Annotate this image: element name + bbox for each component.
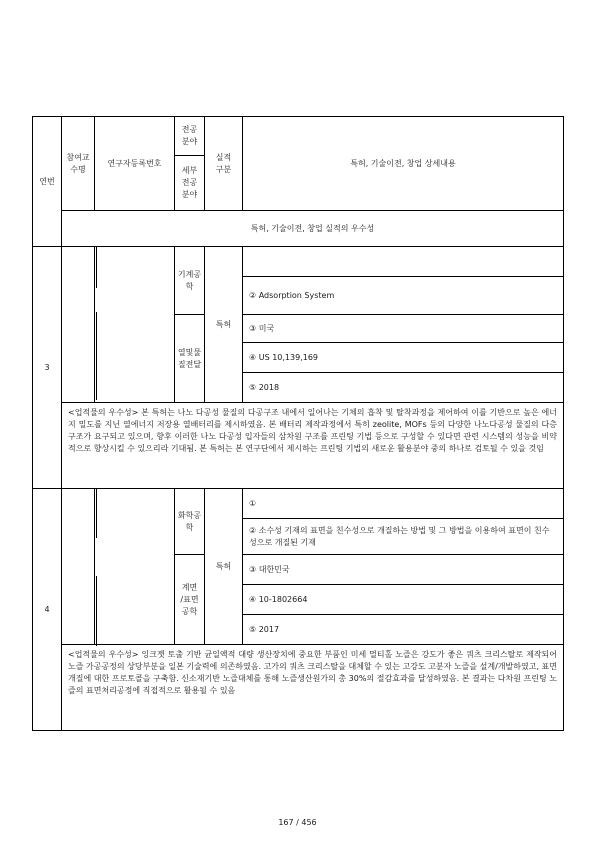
performance-table (32, 116, 564, 731)
cell-inner-line (96, 488, 97, 538)
header-details: 특허, 기술이전, 창업 상세내용 (243, 117, 564, 211)
header-seq-no: 연번 (33, 117, 62, 247)
header-excellence: 특허, 기술이전, 창업 실적의 우수성 (62, 211, 564, 247)
detail-item: ① (243, 489, 564, 519)
excellence-text: <업적물의 우수성> 잉크젯 토출 기반 균일액적 대량 생산장치에 중요한 부품인 미세 멀티홀 노즐은 강도가 좋은 쿼츠 크리스탈로 제작되어 노즐 가공공정의 상당부분을 일본 기술력에 의존하였음. 고가의 쿼츠 크리스탈을 대체할 수 있는 고강도 고분자 노즐을 설계/개발하였고, 표면개질에 대한 프로토콜을 구축함. 신소재기반 노즐대체를 통해 노즐생산원가의 총 30%의 절감효과를 달성하였음. 본 결과는 다차원 프린팅 노즐의 표면처리공정에 직접적으로 활용될 수 있음 (62, 645, 564, 731)
detail-item: ② Adsorption System (243, 277, 564, 315)
detail-item (243, 247, 564, 277)
performance-type-cell: 특허 (205, 247, 243, 403)
detail-item: ② 소수성 기재의 표면을 친수성으로 개질하는 방법 및 그 방법을 이용하여 표면이 친수성으로 개질된 기재 (243, 519, 564, 555)
detail-item: ⑤ 2017 (243, 615, 564, 645)
header-performance-type: 실적 구분 (205, 117, 243, 211)
cell-inner-line (96, 576, 97, 646)
detail-field-cell: 열및물 질전달 (175, 315, 205, 403)
researcher-id-cell (95, 247, 175, 403)
detail-item: ⑤ 2018 (243, 373, 564, 403)
major-field-cell: 기계공 학 (175, 247, 205, 315)
participant-name-cell (62, 247, 95, 403)
detail-field-cell: 계면 /표면 공학 (175, 555, 205, 645)
performance-type-cell: 특허 (205, 489, 243, 645)
entry-number: 4 (33, 489, 62, 731)
excellence-text: <업적물의 우수성> 본 특허는 나노 다공성 물질의 다공구조 내에서 일어나는 기체의 흡착 및 탈착과정을 제어하여 이를 기반으로 높은 에너지 밀도를 지닌 열에너지 저장용 열배터리를 제시하였음. 본 배터리 제작과정에서 특히 zeolite, MOFs 등의 다양한 나노다공성 물질의 다층구조가 요구되고 있으며, 향후 이러한 나노 다공성 입자들의 삼차원 구조를 프린팅 기법 등으로 구성할 수 있다면 관련 시스템의 성능을 비약적으로 향상시킬 수 있으리라 기대됨. 본 특허는 본 연구단에서 제시하는 프린팅 기법의 새로운 활용분야 중의 하나로 검토될 수 있을 것임 (62, 403, 564, 489)
detail-item: ③ 미국 (243, 315, 564, 343)
header-participant-name: 참여교 수명 (62, 117, 95, 211)
detail-item: ④ 10-1802664 (243, 585, 564, 615)
page-number: 167 / 456 (278, 818, 317, 827)
detail-item: ④ US 10,139,169 (243, 343, 564, 373)
researcher-id-cell (95, 489, 175, 645)
cell-inner-line (96, 312, 97, 400)
detail-item: ③ 대한민국 (243, 555, 564, 585)
header-researcher-id: 연구자등록번호 (95, 117, 175, 211)
major-field-cell: 화학공 학 (175, 489, 205, 555)
header-major-field: 전공 분야 (175, 117, 205, 156)
participant-name-cell (62, 489, 95, 645)
header-detail-field: 세부 전공 분야 (175, 156, 205, 211)
cell-inner-line (96, 246, 97, 288)
entry-number: 3 (33, 247, 62, 489)
